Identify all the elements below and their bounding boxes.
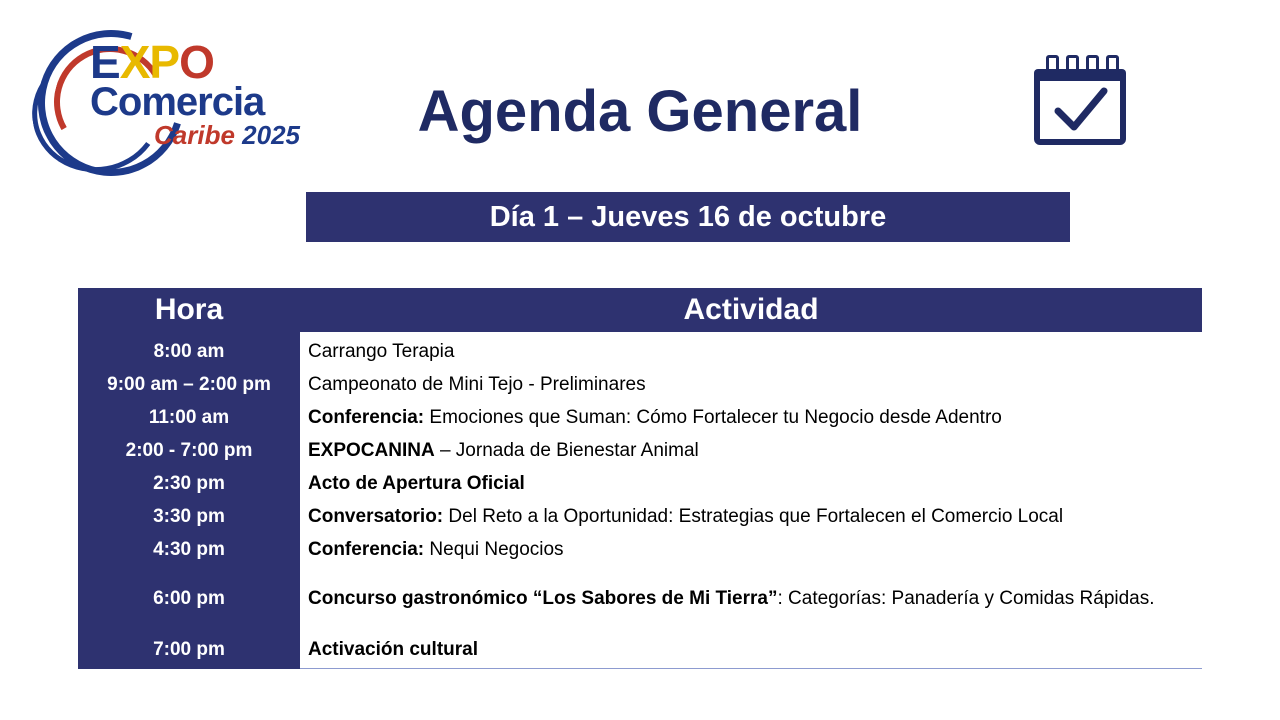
page-header <box>0 0 1280 180</box>
table-row-activity <box>300 632 1202 668</box>
agenda-hora-column <box>78 332 300 669</box>
check-mark-icon <box>1050 85 1110 137</box>
logo-letter-p: P <box>149 36 180 88</box>
table-row-time: 11:00 am <box>148 406 230 428</box>
page-title: Agenda General <box>417 79 863 144</box>
activity-bold: Conferencia: <box>308 538 425 560</box>
table-row-time: 2:00 - 7:00 pm <box>125 439 253 461</box>
activity-text: – Jornada de Bienestar Animal <box>434 439 699 461</box>
calendar-header-bar <box>1034 69 1126 81</box>
table-row-activity <box>300 434 1202 467</box>
day-banner-label: Día 1 – Jueves 16 de octubre <box>489 200 887 233</box>
table-row-activity <box>300 467 1202 500</box>
agenda-table-header <box>78 288 1202 332</box>
activity-bold: Concurso gastronómico “Los Sabores de Mi Tierra” <box>308 588 778 609</box>
activity-bold: Conferencia: <box>308 406 425 428</box>
logo-comercia-text: Comercia <box>90 80 265 124</box>
table-row-time: 4:30 pm <box>153 538 225 560</box>
table-row-activity <box>300 335 1202 368</box>
table-row-time: 2:30 pm <box>153 472 225 494</box>
logo-letter-o: O <box>179 36 214 88</box>
activity-bold: Activación cultural <box>308 639 478 660</box>
activity-text: : Categorías: Panadería y Comidas Rápidas. <box>777 588 1155 609</box>
activity-text: Nequi Negocios <box>424 538 564 560</box>
agenda-table-body <box>78 332 1202 669</box>
activity-text: Carrango Terapia <box>308 340 455 362</box>
table-row-activity <box>300 500 1202 533</box>
logo-letter-x: X <box>119 36 150 88</box>
table-row-time: 6:00 pm <box>153 588 225 609</box>
agenda-actividad-column <box>300 332 1202 669</box>
table-row-activity <box>300 533 1202 566</box>
column-header-hora: Hora <box>154 293 224 326</box>
day-banner <box>306 192 1070 242</box>
calendar-check-icon <box>1034 55 1130 147</box>
agenda-table <box>78 288 1202 669</box>
activity-bold: Conversatorio: <box>308 505 444 527</box>
table-row-activity <box>300 401 1202 434</box>
table-row-time: 3:30 pm <box>153 505 225 527</box>
activity-bold: EXPOCANINA <box>308 439 435 461</box>
column-header-actividad: Actividad <box>683 293 819 326</box>
table-row-time: 8:00 am <box>153 340 225 362</box>
activity-text: Campeonato de Mini Tejo - Preliminares <box>308 373 646 395</box>
logo-year-text: 2025 <box>242 120 300 150</box>
table-row-time: 7:00 pm <box>153 639 225 660</box>
table-row-activity <box>300 368 1202 401</box>
activity-text: Del Reto a la Oportunidad: Estrategias que Fortalecen el Comercio Local <box>443 505 1064 527</box>
table-row-activity <box>300 566 1202 632</box>
activity-bold: Acto de Apertura Oficial <box>308 472 525 494</box>
logo-letter-e: E <box>90 36 120 88</box>
table-row-time: 9:00 am – 2:00 pm <box>107 373 271 395</box>
activity-text: Emociones que Suman: Cómo Fortalecer tu Negocio desde Adentro <box>424 406 1002 428</box>
logo-caribe-text: Caribe <box>154 120 235 150</box>
